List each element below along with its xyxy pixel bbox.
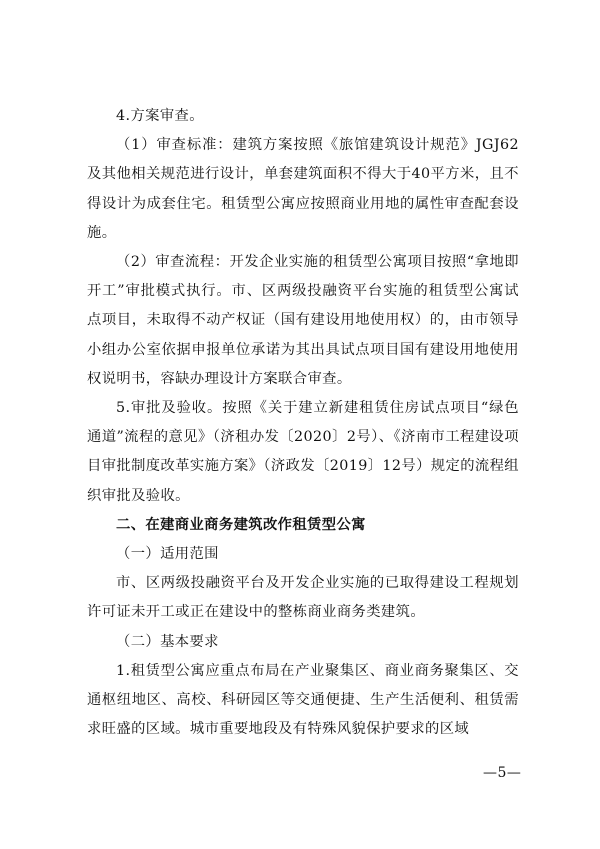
scope-paragraph: 市、区两级投融资平台及开发企业实施的已取得建设工程规划许可证未开工或正在建设中的整栋商业商务类建筑。	[87, 575, 519, 621]
page-number: —5—	[483, 765, 522, 781]
section-2-heading: 二、在建商业商务建筑改作租赁型公寓	[116, 516, 366, 533]
review-standard-paragraph: （1）审查标准：建筑方案按照《旅馆建筑设计规范》JGJ62及其他相关规范进行设计，单套建筑面积不得大于40平方米，且不得设计为成套住宅。租赁型公寓应按照商业用地的属性审查配套设施。	[87, 137, 519, 241]
basic-requirements-subheading: （二）基本要求	[116, 633, 219, 650]
approval-acceptance-paragraph: 5.审批及验收。按照《关于建立新建租赁住房试点项目“绿色通道”流程的意见》（济租办发〔2020〕2号）、《济南市工程建设项目审批制度改革实施方案》（济政发〔2019〕12号）规定的流程组织审批及验收。	[87, 400, 519, 504]
document-body	[87, 102, 519, 744]
scope-subheading: （一）适用范围	[116, 546, 219, 563]
review-process-paragraph: （2）审查流程：开发企业实施的租赁型公寓项目按照“拿地即开工”审批模式执行。市、区两级投融资平台实施的租赁型公寓试点项目，未取得不动产权证（国有建设用地使用权）的，由市领导小组办公室依据申报单位承诺为其出具试点项目国有建设用地使用权说明书，容缺办理设计方案联合审查。	[87, 254, 519, 387]
section-4-heading: 4.方案审查。	[116, 108, 204, 124]
requirement-1-paragraph: 1.租赁型公寓应重点布局在产业聚集区、商业商务聚集区、交通枢纽地区、高校、科研园区等交通便捷、生产生活便利、租赁需求旺盛的区域。城市重要地段及有特殊风貌保护要求的区域	[87, 662, 519, 738]
